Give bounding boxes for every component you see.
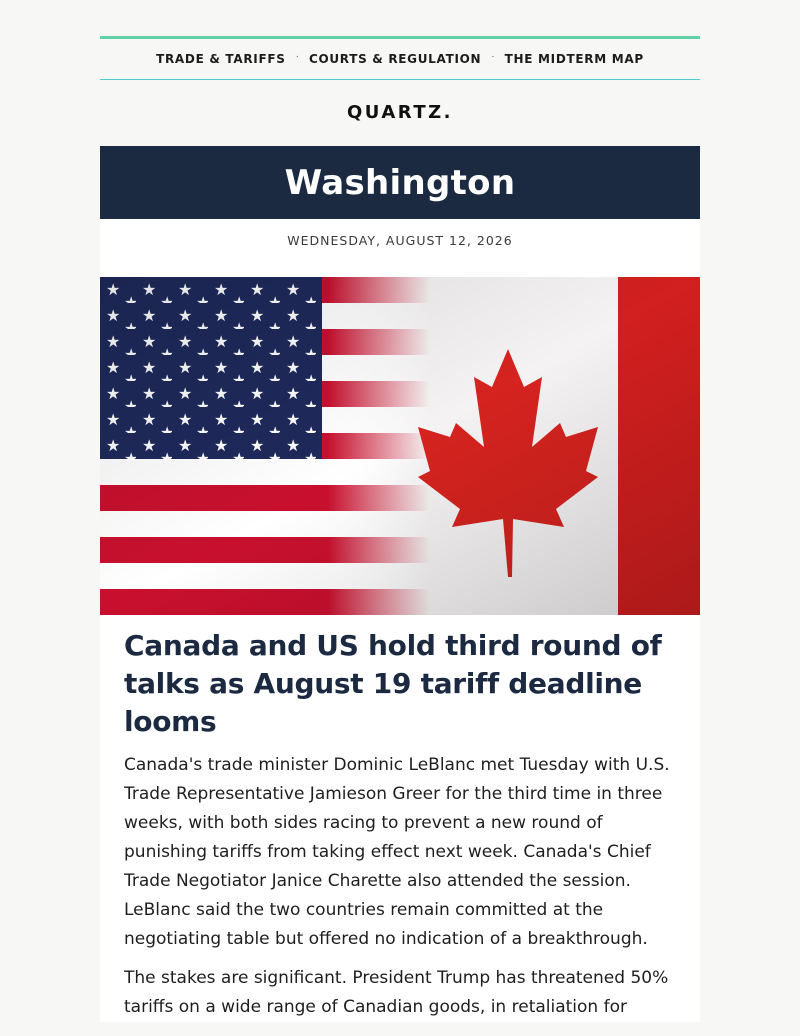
issue-date: WEDNESDAY, AUGUST 12, 2026 <box>287 233 513 248</box>
nav-separator: · <box>491 50 495 62</box>
section-title: Washington <box>284 162 516 203</box>
section-banner <box>100 146 700 219</box>
newsletter <box>100 36 700 1022</box>
nav-separator: · <box>295 50 299 62</box>
nav-link-trade-tariffs[interactable]: TRADE & TARIFFS <box>156 52 286 66</box>
article-paragraph: The stakes are significant. President Trump has threatened 50% tariffs on a wide range of Canadian goods, in retaliation for <box>124 968 669 1017</box>
article-paragraph: Canada's trade minister Dominic LeBlanc met Tuesday with U.S. Trade Representative Jamieson Greer for the third time in three weeks, with both sides racing to prevent a new round of punishing tariffs from taking effect next week. Canada's Chief Trade Negotiator Janice Charette also attended the session. LeBlanc said the two countries remain committed at the negotiating table but offered no indication of a breakthrough. <box>124 755 670 949</box>
quartz-logo[interactable]: QUARTZ. <box>346 102 453 123</box>
nav-link-midterm-map[interactable]: THE MIDTERM MAP <box>504 52 644 66</box>
article-headline[interactable]: Canada and US hold third round of talks as August 19 tariff deadline looms <box>124 629 662 738</box>
us-canada-flags-image[interactable] <box>100 277 700 615</box>
nav-link-courts-regulation[interactable]: COURTS & REGULATION <box>308 52 482 66</box>
article-body <box>100 615 700 1022</box>
top-nav <box>100 36 700 80</box>
article-card <box>100 219 700 1022</box>
